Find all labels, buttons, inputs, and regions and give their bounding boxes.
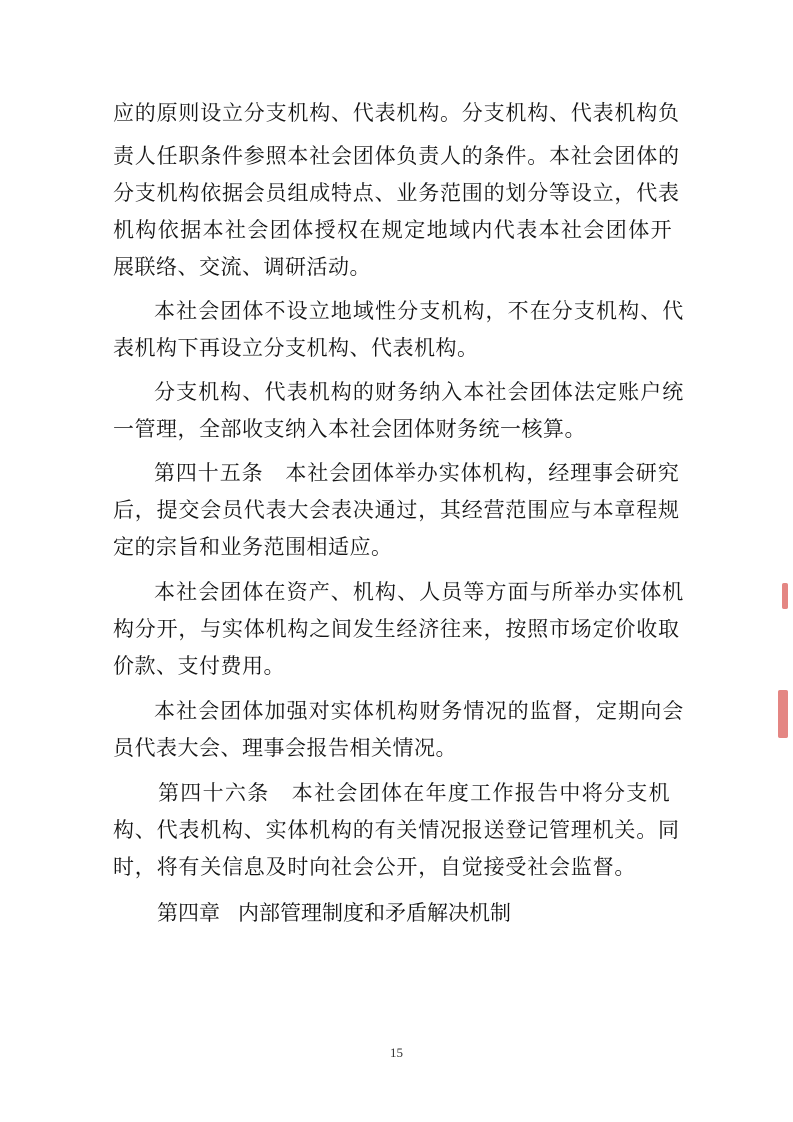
body-line-1: 应的原则设立分支机构、代表机构。分支机构、代表机构负 bbox=[113, 101, 680, 125]
seal-fragment-bottom bbox=[778, 690, 788, 738]
article-46-line-3: 时，将有关信息及时向社会公开，自觉接受社会监督。 bbox=[113, 855, 637, 879]
article-45-line-3: 定的宗旨和业务范围相适应。 bbox=[113, 535, 393, 559]
body-line-15: 价款、支付费用。 bbox=[113, 654, 285, 678]
body-line-9: 一管理，全部收支纳入本社会团体财务统一核算。 bbox=[113, 417, 586, 441]
body-line-14: 构分开，与实体机构之间发生经济往来，按照市场定价收取 bbox=[113, 617, 680, 641]
body-line-2: 责人任职条件参照本社会团体负责人的条件。本社会团体的 bbox=[113, 144, 680, 168]
body-line-5: 展联络、交流、调研活动。 bbox=[113, 255, 371, 279]
body-line-16: 本社会团体加强对实体机构财务情况的监督，定期向会 bbox=[154, 699, 685, 723]
body-line-13: 本社会团体在资产、机构、人员等方面与所举办实体机 bbox=[154, 580, 685, 604]
body-line-6: 本社会团体不设立地域性分支机构，不在分支机构、代 bbox=[154, 299, 685, 323]
article-46-line-1: 第四十六条 本社会团体在年度工作报告中将分支机 bbox=[158, 781, 671, 805]
article-45-line-2: 后，提交会员代表大会表决通过，其经营范围应与本章程规 bbox=[113, 498, 680, 522]
article-46-line-2: 构、代表机构、实体机构的有关情况报送登记管理机关。同 bbox=[113, 818, 680, 842]
body-line-3: 分支机构依据会员组成特点、业务范围的划分等设立，代表 bbox=[113, 181, 680, 205]
body-line-4: 机构依据本社会团体授权在规定地域内代表本社会团体开 bbox=[113, 218, 673, 242]
article-45-line-1: 第四十五条 本社会团体举办实体机构，经理事会研究 bbox=[154, 461, 680, 485]
chapter-heading bbox=[157, 903, 511, 924]
chapter-title: 内部管理制度和矛盾解决机制 bbox=[238, 901, 511, 925]
chapter-number: 第四章 bbox=[157, 901, 220, 925]
page-number: 15 bbox=[390, 1045, 403, 1060]
body-line-8: 分支机构、代表机构的财务纳入本社会团体法定账户统 bbox=[154, 380, 685, 404]
body-line-7: 表机构下再设立分支机构、代表机构。 bbox=[113, 336, 479, 360]
seal-fragment-top bbox=[782, 583, 788, 609]
body-line-17: 员代表大会、理事会报告相关情况。 bbox=[113, 736, 457, 760]
